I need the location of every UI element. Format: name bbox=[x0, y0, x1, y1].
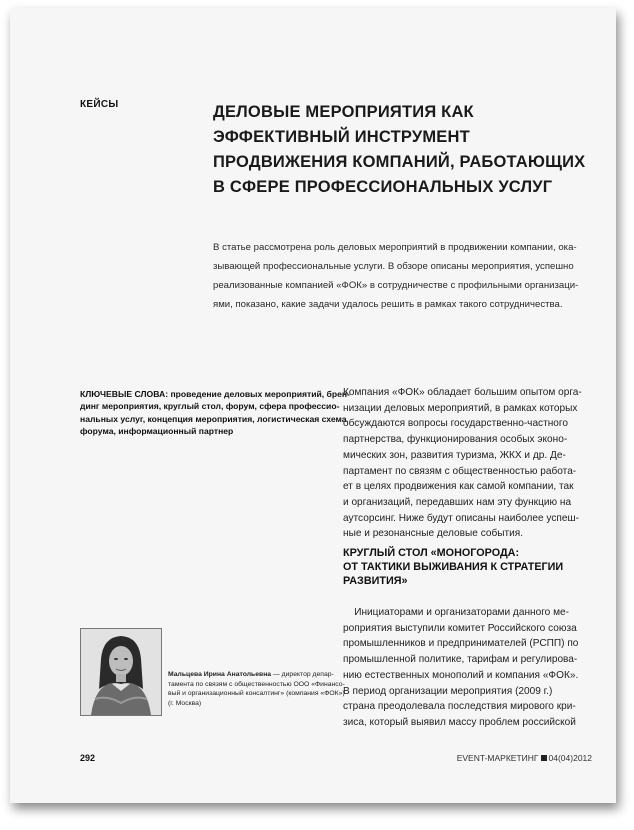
author-line: (г. Москва) bbox=[168, 699, 202, 707]
body-line: нию естественных монополий и компания «ФОК». bbox=[343, 669, 579, 681]
author-line: вый и организационный консалтинг» (компания «ФОК») bbox=[168, 690, 345, 698]
body-line: зиса, который выявил массу проблем российской bbox=[343, 716, 576, 728]
author-line bbox=[168, 670, 338, 680]
section-heading bbox=[343, 546, 608, 588]
section-rubric: КЕЙСЫ bbox=[80, 99, 119, 110]
body-line: и организаций, передавших нам эту функцию на bbox=[343, 496, 572, 508]
body-line: промышленников и предпринимателей (РСПП) по bbox=[343, 638, 579, 650]
title-line: ПРОДВИЖЕНИЯ КОМПАНИЙ, РАБОТАЮЩИХ bbox=[213, 153, 586, 171]
keywords-line: форума, информационный партнер bbox=[80, 426, 234, 437]
keywords-block bbox=[80, 388, 350, 438]
body-line: роприятия выступили комитет Российского союза bbox=[343, 622, 577, 634]
section-body bbox=[343, 605, 608, 731]
author-line: тамента по связям с общественностью ООО «Финансо- bbox=[168, 680, 345, 688]
author-name: Мальцева Ирина Анатольевна bbox=[168, 671, 272, 678]
keywords-line: нальных услуг, концепция мероприятия, логистическая схема bbox=[80, 413, 347, 424]
magazine-footer bbox=[457, 753, 592, 763]
body-line: ет в целях продвижения как самой компании, так bbox=[343, 481, 574, 493]
title-line: В СФЕРЕ ПРОФЕССИОНАЛЬНЫХ УСЛУГ bbox=[213, 178, 553, 196]
body-line: Инициаторами и организаторами данного ме- bbox=[343, 607, 569, 618]
article-title bbox=[213, 100, 608, 200]
page-number: 292 bbox=[80, 753, 96, 763]
keywords-line bbox=[80, 388, 350, 400]
body-intro bbox=[343, 385, 608, 542]
heading-line: ОТ ТАКТИКИ ВЫЖИВАНИЯ К СТРАТЕГИИ bbox=[343, 561, 564, 573]
keywords-text: проведение деловых мероприятий, брен- bbox=[168, 389, 350, 399]
heading-line: КРУГЛЫЙ СТОЛ «МОНОГОРОДА: bbox=[343, 547, 520, 559]
body-line: Компания «ФОК» обладает большим опытом орга- bbox=[343, 387, 582, 398]
magazine-name: EVENT-МАРКЕТИНГ bbox=[456, 753, 539, 763]
square-separator-icon bbox=[541, 755, 547, 761]
author-portrait-icon bbox=[81, 629, 161, 715]
body-line: ные и резонансные деловые события. bbox=[343, 528, 524, 540]
body-line: промышленной политике, тарифам и регулирова- bbox=[343, 654, 578, 666]
body-line: аутсорсинг. Ниже будут описаны наиболее успеш- bbox=[343, 512, 579, 524]
author-photo bbox=[80, 628, 162, 716]
abstract-line: реализованные компанией «ФОК» в сотрудничестве с профильными организаци- bbox=[213, 280, 579, 291]
body-line: низации деловых мероприятий, в рамках которых bbox=[343, 402, 578, 414]
author-role: — директор депар- bbox=[271, 671, 334, 678]
body-line: партнерства, функционирования особых эконо- bbox=[343, 434, 568, 446]
article-abstract bbox=[213, 238, 603, 314]
body-line: В период организации мероприятия (2009 г.) bbox=[343, 685, 553, 697]
issue-number: 04(04)2012 bbox=[548, 753, 592, 763]
abstract-line: зывающей профессиональные услуги. В обзоре описаны мероприятия, успешно bbox=[213, 261, 574, 272]
author-info bbox=[168, 670, 345, 708]
body-line: партамент по связям с общественностью работа- bbox=[343, 465, 577, 477]
magazine-page bbox=[10, 8, 616, 803]
keywords-label: КЛЮЧЕВЫЕ СЛОВА: bbox=[80, 389, 169, 399]
abstract-line: ями, показано, какие задачи удалось решить в рамках такого сотрудничества. bbox=[213, 299, 563, 310]
body-line: обсуждаются вопросы государственно-частного bbox=[343, 418, 568, 430]
keywords-line: динг мероприятия, круглый стол, форум, сфера профессио- bbox=[80, 401, 340, 412]
heading-line: РАЗВИТИЯ» bbox=[343, 575, 408, 587]
body-line: мических зон, развития туризма, ЖКХ и др. Де- bbox=[343, 449, 566, 461]
title-line: ЭФФЕКТИВНЫЙ ИНСТРУМЕНТ bbox=[213, 128, 470, 146]
abstract-line: В статье рассмотрена роль деловых мероприятий в продвижении компании, ока- bbox=[213, 242, 577, 253]
body-line: страна преодолевала последствия мирового кри- bbox=[343, 701, 576, 713]
title-line: ДЕЛОВЫЕ МЕРОПРИЯТИЯ КАК bbox=[213, 103, 474, 121]
